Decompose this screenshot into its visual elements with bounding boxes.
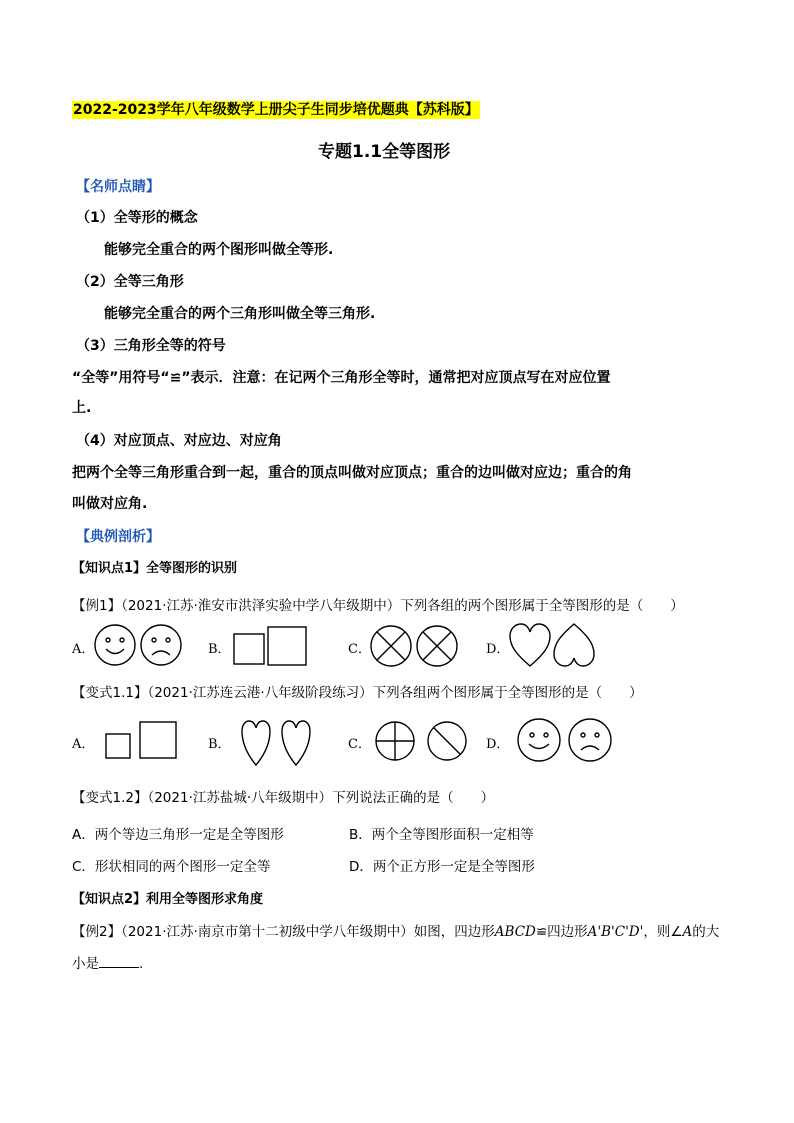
smiley-face-icon — [95, 625, 135, 665]
large-square-icon — [140, 722, 176, 758]
frowning-face-icon — [569, 719, 611, 761]
point-2-title: （2）全等三角形 — [76, 274, 184, 290]
answer-blank[interactable] — [99, 955, 139, 968]
crossed-circle-icon-2 — [417, 626, 457, 666]
example-2-question-line1: 【例2】（2021·江苏·南京市第十二初级中学八年级期中）如图，四边形ABCD≌四边形A'B'C'D'，则∠A的大 — [72, 924, 720, 940]
v12-option-b: B．两个全等图形面积一定相等 — [349, 827, 534, 843]
point-3-body-line1: “全等”用符号“≌”表示．注意：在记两个三角形全等时，通常把对应顶点写在对应位置 — [72, 370, 611, 386]
knowledge-point-2: 【知识点2】利用全等图形求角度 — [72, 892, 264, 907]
point-2-body: 能够完全重合的两个三角形叫做全等三角形. — [104, 306, 376, 322]
ex1-option-a-label: A． — [72, 642, 95, 657]
ex1-option-b-label: B． — [208, 642, 231, 657]
small-square-icon — [106, 734, 130, 758]
large-square-icon — [268, 627, 306, 665]
narrow-heart-icon-2 — [282, 721, 310, 765]
point-1-title: （1）全等形的概念 — [76, 210, 198, 226]
ex1-option-b-figure — [232, 625, 312, 667]
v12-option-c: C．形状相同的两个图形一定全等 — [72, 859, 271, 875]
page-title: 专题1.1全等图形 — [318, 142, 451, 162]
ex1-option-d-figure — [508, 622, 600, 670]
ex1-option-a-figure — [94, 623, 184, 669]
quad-abcd-prime: A'B'C'D' — [587, 924, 644, 940]
v11-option-b-figure — [240, 719, 318, 769]
v11-option-b-label: B． — [208, 737, 231, 752]
v12-option-d: D．两个正方形一定是全等图形 — [349, 859, 535, 875]
section-heading-teacher: 【名师点睛】 — [76, 179, 160, 195]
v11-option-d-label: D． — [486, 737, 510, 752]
ex1-option-c-figure — [370, 624, 462, 668]
v11-option-d-figure — [516, 717, 616, 763]
series-banner: 2022-2023学年八年级数学上册尖子生同步培优题典【苏科版】 — [73, 102, 479, 118]
section-heading-examples: 【典例剖析】 — [76, 529, 160, 545]
small-square-icon — [234, 634, 264, 664]
quad-abcd: ABCD — [494, 924, 536, 940]
point-4-title: （4）对应顶点、对应边、对应角 — [76, 433, 282, 449]
v11-option-c-label: C． — [348, 737, 371, 752]
v11-option-a-label: A． — [72, 737, 95, 752]
v11-option-a-figure — [104, 720, 182, 760]
example-1-question: 【例1】（2021·江苏·淮安市洪泽实验中学八年级期中）下列各组的两个图形属于全等图形的是（ ） — [72, 598, 684, 614]
frowning-face-icon — [141, 625, 181, 665]
narrow-heart-icon — [242, 721, 270, 765]
v12-option-a: A．两个等边三角形一定是全等图形 — [72, 827, 284, 843]
crossed-circle-icon — [371, 626, 411, 666]
point-3-body-line2: 上. — [72, 400, 92, 416]
ex1-option-d-label: D． — [486, 642, 510, 657]
heart-icon — [510, 624, 550, 666]
point-3-title: （3）三角形全等的符号 — [76, 338, 226, 354]
quartered-circle-icon — [376, 722, 414, 760]
smiley-face-icon — [518, 719, 560, 761]
diagonal-split-circle-icon — [428, 722, 466, 760]
knowledge-point-1: 【知识点1】全等图形的识别 — [72, 561, 238, 576]
point-4-body-line2: 叫做对应角. — [72, 496, 148, 512]
example-2-question-line2: 小是 . — [72, 956, 144, 972]
angle-a: A — [682, 924, 693, 940]
v11-option-c-figure — [374, 720, 470, 764]
variant-1-1-question: 【变式1.1】（2021·江苏连云港·八年级阶段练习）下列各组两个图形属于全等图形的是（ ） — [72, 685, 643, 701]
ex1-option-c-label: C． — [348, 642, 371, 657]
point-4-body-line1: 把两个全等三角形重合到一起，重合的顶点叫做对应顶点；重合的边叫做对应边；重合的角 — [72, 465, 632, 481]
upside-down-heart-icon — [554, 624, 594, 666]
point-1-body: 能够完全重合的两个图形叫做全等形. — [104, 242, 334, 258]
variant-1-2-question: 【变式1.2】（2021·江苏盐城·八年级期中）下列说法正确的是（ ） — [72, 790, 495, 806]
